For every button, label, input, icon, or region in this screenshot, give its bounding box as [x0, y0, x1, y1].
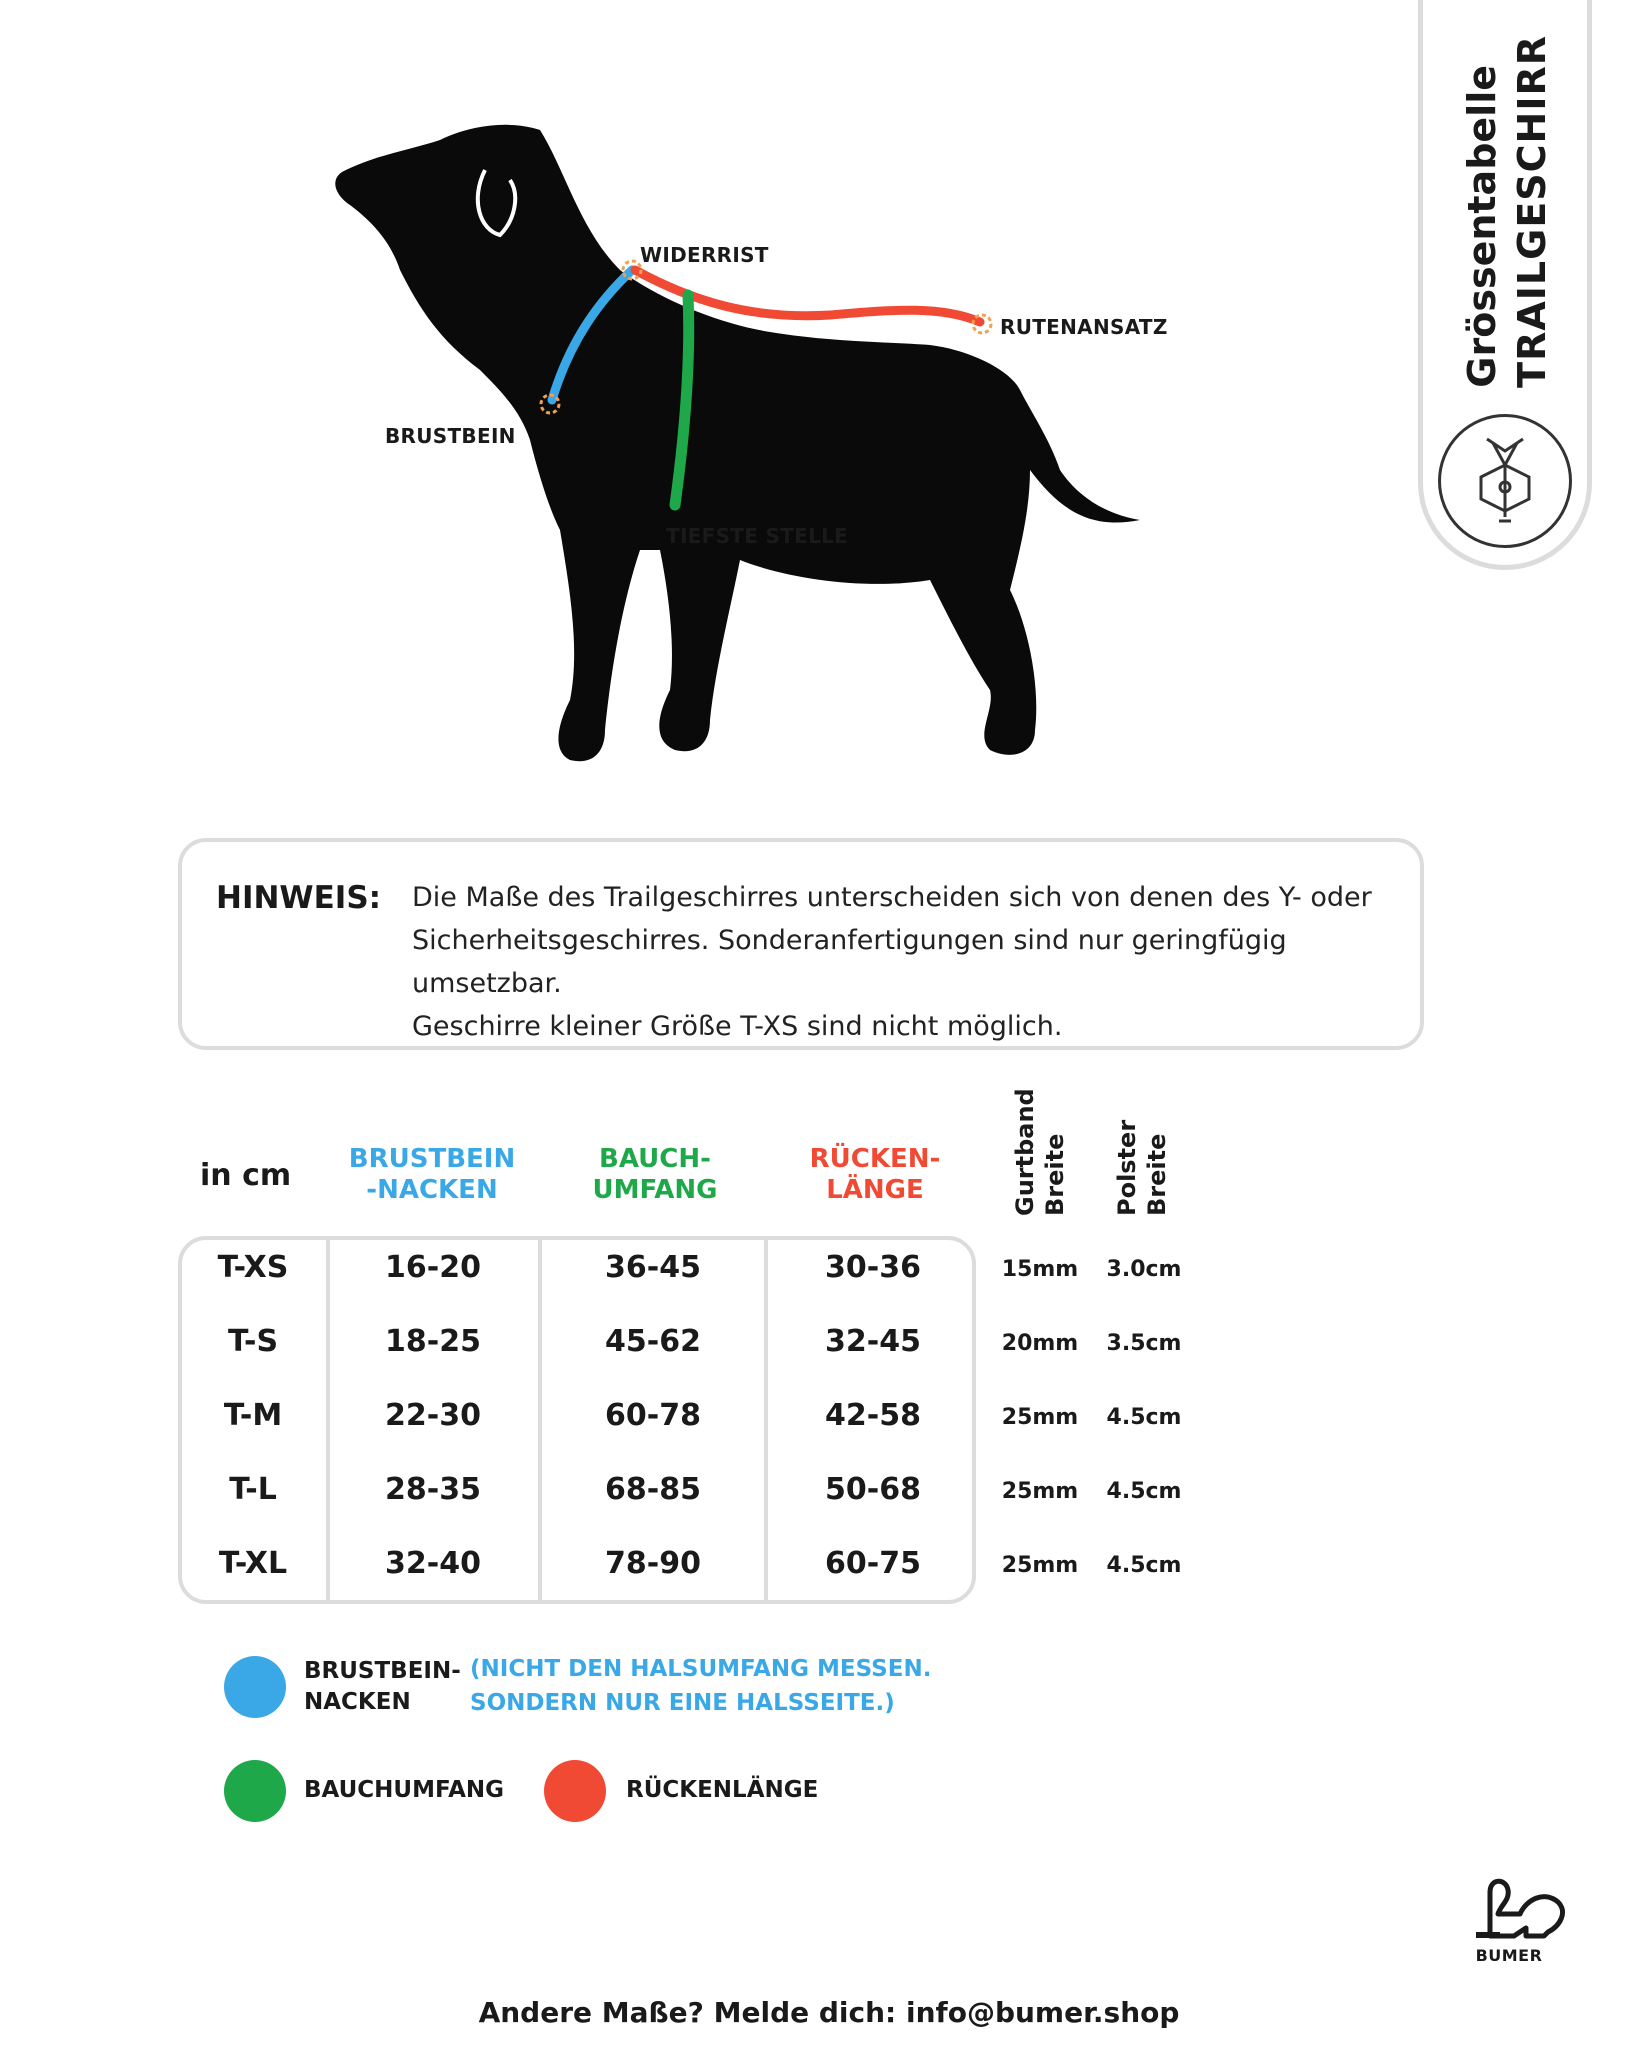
legend-dot-green — [224, 1760, 286, 1822]
label-tiefste-stelle: TIEFSTE STELLE — [666, 524, 849, 548]
header-line: BRUSTBEIN — [348, 1144, 516, 1174]
header-line: Polster — [1113, 1119, 1141, 1216]
legend-line: (NICHT DEN HALSUMFANG MESSEN. — [470, 1656, 932, 1682]
header-line: UMFANG — [592, 1175, 718, 1205]
header-line: LÄNGE — [826, 1175, 924, 1205]
brustbein-cell: 22-30 — [385, 1398, 481, 1433]
gurtband-cell: 25mm — [1001, 1553, 1079, 1578]
note-label: HINWEIS: — [216, 880, 382, 916]
legend-line: SONDERN NUR EINE HALSSEITE.) — [470, 1690, 895, 1716]
note-text — [412, 876, 1402, 1048]
legend-brustbein — [304, 1656, 461, 1718]
legend-dot-red — [544, 1760, 606, 1822]
header-polster — [1112, 1090, 1172, 1216]
header-line: Breite — [1143, 1133, 1171, 1216]
dog-silhouette — [330, 110, 1190, 790]
legend-line: NACKEN — [304, 1689, 411, 1715]
size-cell: T-XS — [217, 1250, 289, 1285]
brustbein-cell: 28-35 — [385, 1472, 481, 1507]
header-ruecken — [770, 1144, 980, 1206]
harness-icon — [1438, 414, 1572, 548]
brustbein-cell: 16-20 — [385, 1250, 481, 1285]
size-chart-title: Grössentabelle — [1460, 65, 1504, 388]
bauch-cell: 68-85 — [605, 1472, 701, 1507]
ruecken-cell: 32-45 — [825, 1324, 921, 1359]
size-cell: T-M — [223, 1398, 283, 1433]
side-title — [1440, 35, 1580, 388]
header-line: Gurtband — [1011, 1088, 1039, 1216]
footer-contact: Andere Maße? Melde dich: info@bumer.shop — [478, 1996, 1180, 2029]
polster-cell: 3.0cm — [1106, 1257, 1182, 1282]
header-line: RÜCKEN- — [809, 1144, 941, 1174]
column-divider — [538, 1236, 542, 1604]
header-brustbein — [332, 1144, 532, 1206]
unit-label: in cm — [200, 1158, 292, 1193]
ruecken-cell: 30-36 — [825, 1250, 921, 1285]
note-line: Die Maße des Trailgeschirres unterscheiden sich von denen des Y- oder — [412, 882, 1372, 913]
header-line: -NACKEN — [366, 1175, 498, 1205]
polster-cell: 4.5cm — [1106, 1553, 1182, 1578]
label-brustbein: BRUSTBEIN — [385, 424, 516, 448]
gurtband-cell: 25mm — [1001, 1405, 1079, 1430]
size-cell: T-S — [227, 1324, 279, 1359]
polster-cell: 4.5cm — [1106, 1405, 1182, 1430]
size-cell: T-L — [229, 1472, 277, 1507]
bauch-cell: 60-78 — [605, 1398, 701, 1433]
gurtband-cell: 20mm — [1001, 1331, 1079, 1356]
legend-dot-blue — [224, 1656, 286, 1718]
note-line: Geschirre kleiner Größe T-XS sind nicht möglich. — [412, 1011, 1063, 1042]
ruecken-cell: 50-68 — [825, 1472, 921, 1507]
brand-name: BUMER — [1475, 1946, 1543, 1965]
ruecken-cell: 42-58 — [825, 1398, 921, 1433]
note-line: Sicherheitsgeschirres. Sonderanfertigungen sind nur geringfügig umsetzbar. — [412, 925, 1287, 999]
legend-bauchumfang: BAUCHUMFANG — [304, 1777, 504, 1803]
polster-cell: 4.5cm — [1106, 1479, 1182, 1504]
bauch-cell: 78-90 — [605, 1546, 701, 1581]
legend-brustbein-note — [470, 1652, 931, 1720]
bauch-cell: 45-62 — [605, 1324, 701, 1359]
brustbein-cell: 32-40 — [385, 1546, 481, 1581]
label-rutenansatz: RUTENANSATZ — [1000, 315, 1168, 339]
header-bauch — [550, 1144, 760, 1206]
label-widerrist: WIDERRIST — [640, 243, 769, 267]
product-name: TRAILGESCHIRR — [1510, 35, 1554, 388]
header-line: Breite — [1041, 1133, 1069, 1216]
brustbein-cell: 18-25 — [385, 1324, 481, 1359]
polster-cell: 3.5cm — [1106, 1331, 1182, 1356]
size-cell: T-XL — [218, 1546, 288, 1581]
gurtband-cell: 25mm — [1001, 1479, 1079, 1504]
header-gurtband — [1010, 1090, 1070, 1216]
legend-rueckenlaenge: RÜCKENLÄNGE — [626, 1777, 819, 1803]
legend-line: BRUSTBEIN- — [304, 1658, 461, 1684]
ruecken-cell: 60-75 — [825, 1546, 921, 1581]
gurtband-cell: 15mm — [1001, 1257, 1079, 1282]
header-line: BAUCH- — [599, 1144, 711, 1174]
bauch-cell: 36-45 — [605, 1250, 701, 1285]
